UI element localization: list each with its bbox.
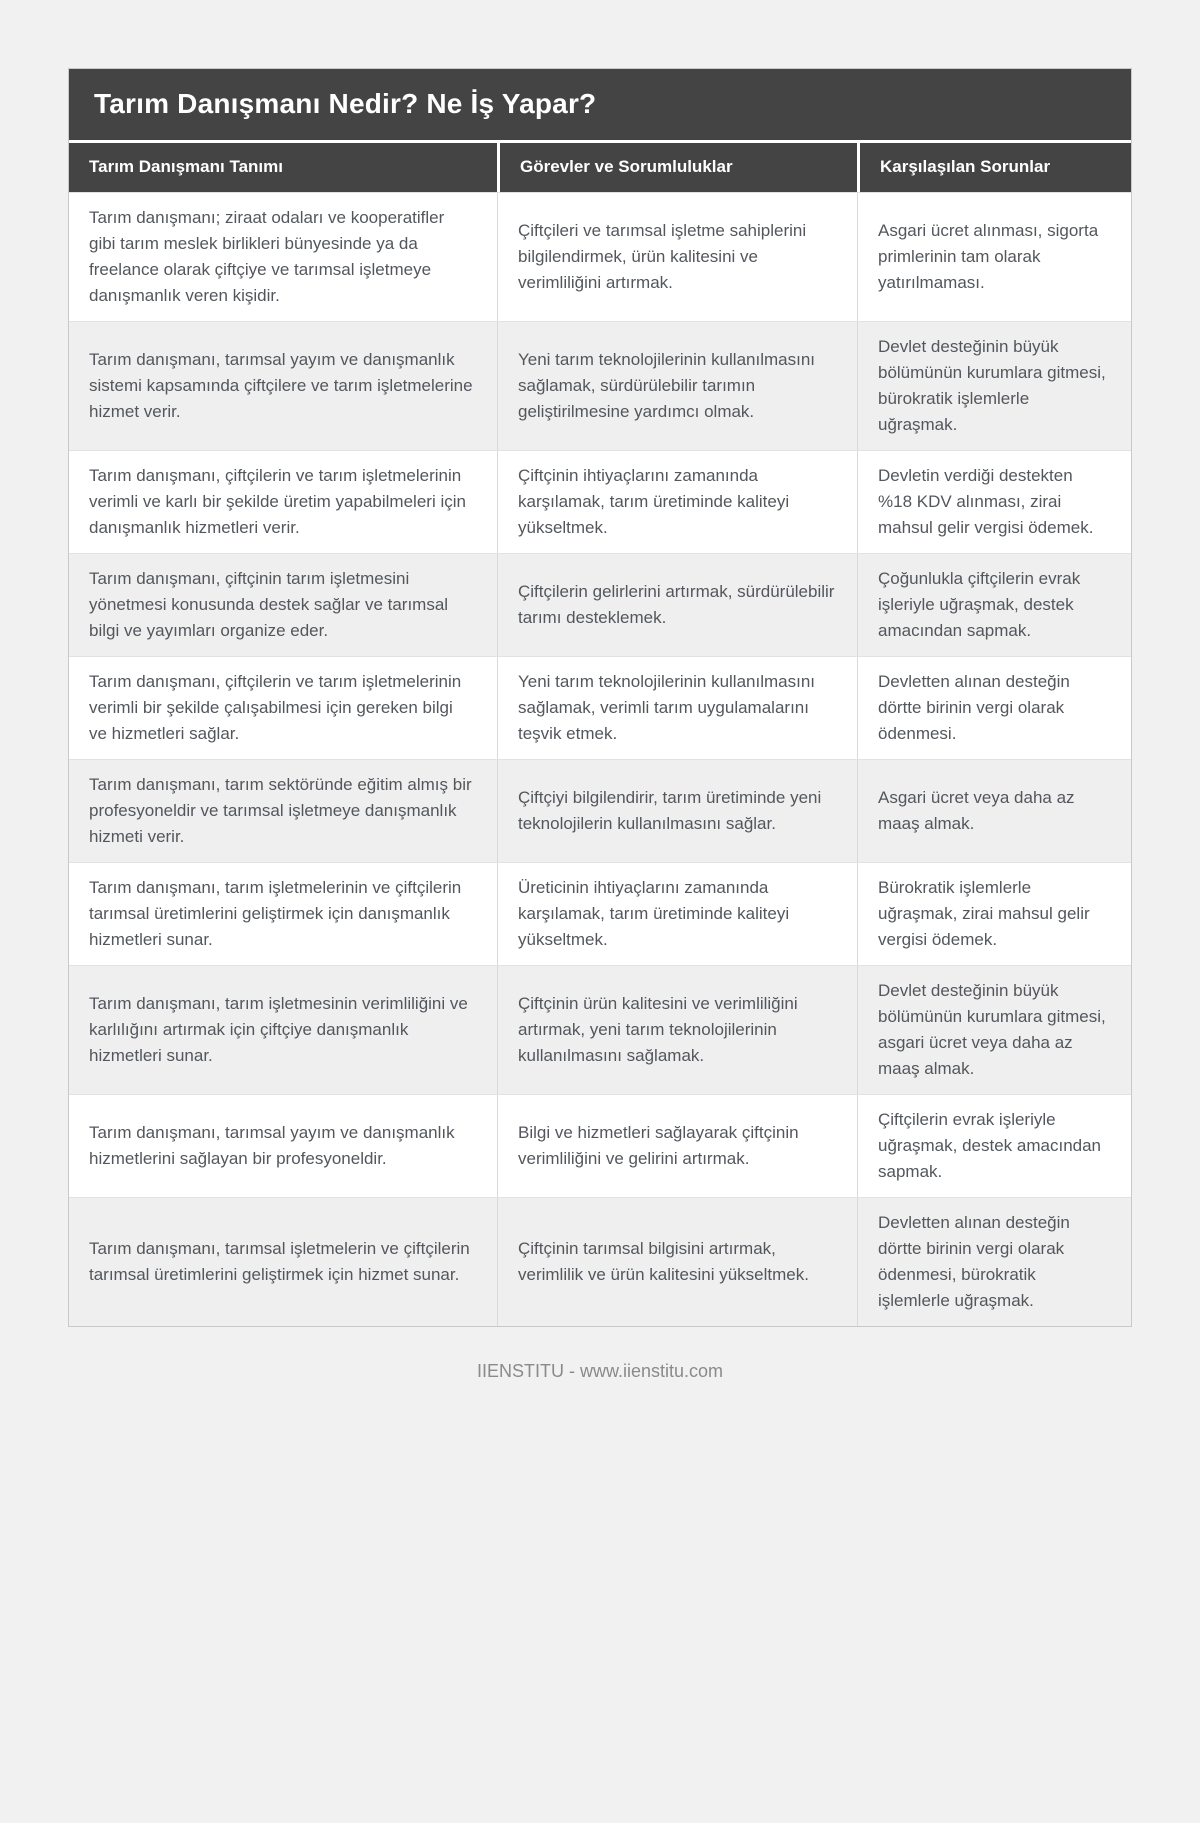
duties-cell [497,554,857,656]
definition-cell [69,966,497,1094]
definition-text: Tarım danışmanı, tarım işletmesinin verimliliğini ve karlılığını artırmak için çiftçiye danışmanlık hizmetleri sunar. [89,994,468,1065]
definition-cell [69,193,497,321]
problems-cell [857,966,1131,1094]
definition-cell [69,1095,497,1197]
problems-text: Bürokratik işlemlerle uğraşmak, zirai mahsul gelir vergisi ödemek. [878,878,1090,949]
column-header-sorunlar: Karşılaşılan Sorunlar [857,143,1131,192]
definition-text: Tarım danışmanı, çiftçilerin ve tarım işletmelerinin verimli bir şekilde çalışabilmesi için gereken bilgi ve hizmetleri sağlar. [89,672,462,743]
table-row [69,656,1131,759]
duties-text: Bilgi ve hizmetleri sağlayarak çiftçinin verimliliğini ve gelirini artırmak. [517,1123,799,1168]
problems-cell [857,657,1131,759]
problems-text: Asgari ücret alınması, sigorta primlerinin tam olarak yatırılmaması. [878,221,1099,292]
duties-text: Üreticinin ihtiyaçlarını zamanında karşılamak, tarım üretiminde kaliteyi yükseltmek. [517,878,790,949]
duties-cell [497,451,857,553]
duties-cell [497,966,857,1094]
problems-text: Devlet desteğinin büyük bölümünün kurumlara gitmesi, asgari ücret veya daha az maaş almak. [878,981,1106,1078]
duties-text: Çiftçilerin gelirlerini artırmak, sürdürülebilir tarımı desteklemek. [517,582,835,627]
definition-text: Tarım danışmanı, tarım işletmelerinin ve çiftçilerin tarımsal üretimlerini geliştirmek için danışmanlık hizmetleri sunar. [89,878,462,949]
duties-text: Çiftçinin ürün kalitesini ve verimliliğini artırmak, yeni tarım teknolojilerinin kullanılmasını sağlamak. [517,994,798,1065]
definition-cell [69,451,497,553]
table-header-row [69,143,1131,193]
table-row [69,759,1131,862]
problems-cell [857,863,1131,965]
definition-text: Tarım danışmanı, tarım sektöründe eğitim almış bir profesyoneldir ve tarımsal işletmeye danışmanlık hizmeti verir. [89,775,472,846]
table-row [69,193,1131,321]
problems-cell [857,554,1131,656]
table-row [69,1094,1131,1197]
duties-text: Çiftçiyi bilgilendirir, tarım üretiminde yeni teknolojilerin kullanılmasını sağlar. [517,788,822,833]
problems-cell [857,760,1131,862]
problems-text: Devlet desteğinin büyük bölümünün kurumlara gitmesi, bürokratik işlemlerle uğraşmak. [878,337,1106,434]
duties-text: Çiftçinin tarımsal bilgisini artırmak, verimlilik ve ürün kalitesini yükseltmek. [517,1239,809,1284]
duties-cell [497,657,857,759]
problems-text: Çoğunlukla çiftçilerin evrak işleriyle uğraşmak, destek amacından sapmak. [878,569,1081,640]
table-row [69,1197,1131,1326]
definition-text: Tarım danışmanı, çiftçilerin ve tarım işletmelerinin verimli ve karlı bir şekilde üretim yapabilmeleri için danışmanlık hizmetleri verir. [89,466,466,537]
problems-text: Çiftçilerin evrak işleriyle uğraşmak, destek amacından sapmak. [878,1110,1102,1181]
duties-cell [497,1198,857,1326]
table-row [69,450,1131,553]
column-header-tanim: Tarım Danışmanı Tanımı [69,143,497,192]
problems-text: Asgari ücret veya daha az maaş almak. [878,788,1075,833]
column-header-gorevler: Görevler ve Sorumluluklar [497,143,857,192]
page-title: Tarım Danışmanı Nedir? Ne İş Yapar? [69,69,1131,143]
definition-cell [69,322,497,450]
problems-text: Devletin verdiği destekten %18 KDV alınması, zirai mahsul gelir vergisi ödemek. [878,466,1094,537]
definition-text: Tarım danışmanı, tarımsal yayım ve danışmanlık sistemi kapsamında çiftçilere ve tarım işletmelerine hizmet verir. [89,350,473,421]
problems-cell [857,322,1131,450]
definition-text: Tarım danışmanı, tarımsal yayım ve danışmanlık hizmetlerini sağlayan bir profesyoneldir. [89,1123,455,1168]
definition-cell [69,554,497,656]
definition-text: Tarım danışmanı, çiftçinin tarım işletmesini yönetmesi konusunda destek sağlar ve tarımsal bilgi ve yayımları organize eder. [89,569,449,640]
problems-cell [857,1198,1131,1326]
problems-text: Devletten alınan desteğin dörtte birinin vergi olarak ödenmesi. [878,672,1070,743]
definition-cell [69,1198,497,1326]
footer-credit: IIENSTITU - www.iienstitu.com [476,1361,724,1381]
duties-text: Çiftçileri ve tarımsal işletme sahiplerini bilgilendirmek, ürün kalitesini ve verimliliğini artırmak. [517,221,807,292]
duties-cell [497,193,857,321]
table-row [69,321,1131,450]
definition-cell [69,760,497,862]
table-row [69,862,1131,965]
duties-cell [497,863,857,965]
table-row [69,553,1131,656]
duties-text: Yeni tarım teknolojilerinin kullanılmasını sağlamak, sürdürülebilir tarımın geliştirilmesine yardımcı olmak. [517,350,816,421]
problems-cell [857,451,1131,553]
duties-text: Çiftçinin ihtiyaçlarını zamanında karşılamak, tarım üretiminde kaliteyi yükseltmek. [517,466,790,537]
duties-cell [497,1095,857,1197]
definition-cell [69,863,497,965]
definition-cell [69,657,497,759]
problems-text: Devletten alınan desteğin dörtte birinin vergi olarak ödenmesi, bürokratik işlemlerle uğraşmak. [878,1213,1070,1310]
definition-text: Tarım danışmanı; ziraat odaları ve kooperatifler gibi tarım meslek birlikleri bünyesinde ya da freelance olarak çiftçiye ve tarımsal işletmeye danışmanlık veren kişidir. [89,208,445,305]
duties-cell [497,322,857,450]
problems-cell [857,193,1131,321]
problems-cell [857,1095,1131,1197]
definition-text: Tarım danışmanı, tarımsal işletmelerin ve çiftçilerin tarımsal üretimlerini geliştirmek için hizmet sunar. [89,1239,470,1284]
tarim-danismani-info-card [68,68,1132,1327]
duties-cell [497,760,857,862]
table-row [69,965,1131,1094]
table-body [69,193,1131,1326]
duties-text: Yeni tarım teknolojilerinin kullanılmasını sağlamak, verimli tarım uygulamalarını teşvik etmek. [517,672,816,743]
